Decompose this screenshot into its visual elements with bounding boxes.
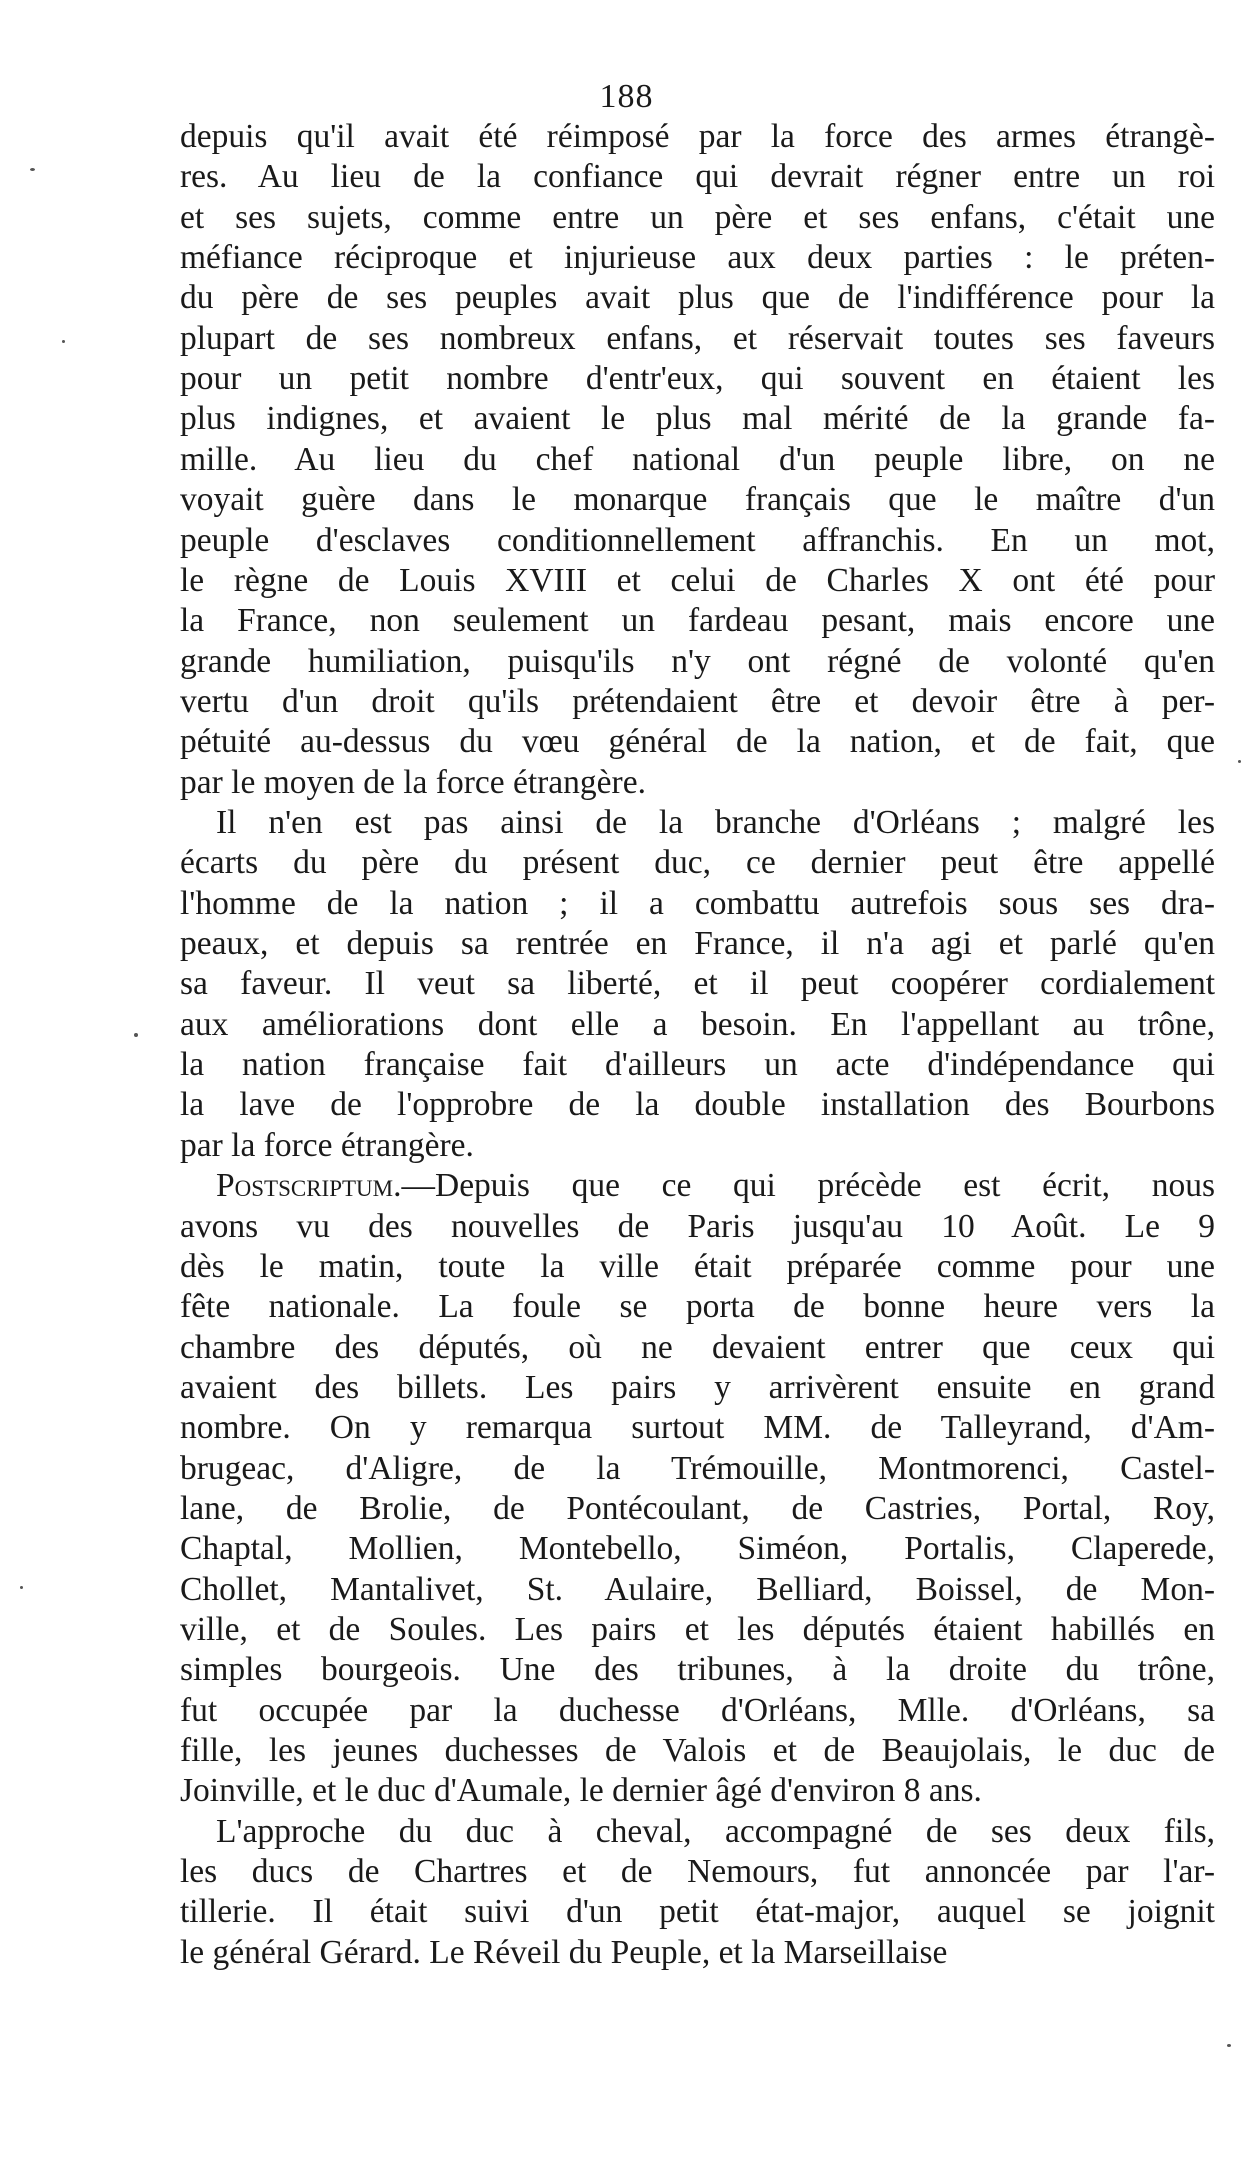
text-line: depuis qu'il avait été réimposé par la force des armes étrangè-: [180, 118, 1215, 155]
text-line: chambre des députés, où ne devaient entrer que ceux qui: [180, 1328, 1215, 1366]
text-line: nombre. On y remarqua surtout MM. de Talleyrand, d'Am-: [180, 1409, 1215, 1447]
text-line: ville, et de Soules. Les pairs et les députés étaient habillés en: [180, 1611, 1215, 1648]
text-line: lane, de Brolie, de Pontécoulant, de Castries, Portal, Roy,: [180, 1489, 1215, 1527]
text-line: vertu d'un droit qu'ils prétendaient être et devoir être à per-: [180, 682, 1215, 720]
text-line: l'homme de la nation ; il a combattu autrefois sous ses dra-: [180, 884, 1215, 922]
text-line: plus indignes, et avaient le plus mal mérité de la grande fa-: [180, 400, 1215, 438]
text-line: sa faveur. Il veut sa liberté, et il peut coopérer cordialement: [180, 965, 1215, 1003]
text-line: pour un petit nombre d'entr'eux, qui souvent en étaient les: [180, 360, 1215, 398]
text-line: avons vu des nouvelles de Paris jusqu'au 10 Août. Le 9: [180, 1207, 1215, 1245]
text-line: avaient des billets. Les pairs y arrivèrent ensuite en grand: [180, 1368, 1215, 1406]
text-line: par le moyen de la force étrangère.: [180, 763, 646, 801]
text-line: plupart de ses nombreux enfans, et réservait toutes ses faveurs: [180, 319, 1215, 357]
text-line: méfiance réciproque et injurieuse aux deux parties : le préten-: [180, 239, 1215, 277]
text-line: peuple d'esclaves conditionnellement affranchis. En un mot,: [180, 521, 1215, 559]
text-line: peaux, et depuis sa rentrée en France, il n'a agi et parlé qu'en: [180, 925, 1215, 962]
text-line: simples bourgeois. Une des tribunes, à la droite du trône,: [180, 1651, 1215, 1689]
scan-speck: [1227, 2044, 1231, 2047]
page-number: 188: [599, 78, 654, 115]
scan-speck: [1238, 760, 1241, 763]
text-line: les ducs de Chartres et de Nemours, fut annoncée par l'ar-: [180, 1853, 1215, 1890]
text-line: mille. Au lieu du chef national d'un peuple libre, on ne: [180, 440, 1215, 478]
text-line: dès le matin, toute la ville était préparée comme pour une: [180, 1247, 1215, 1285]
scan-speck: [134, 1033, 138, 1037]
text-line: du père de ses peuples avait plus que de l'indifférence pour la: [180, 279, 1215, 317]
scan-speck: [20, 1586, 23, 1589]
text-line: L'approche du duc à cheval, accompagné de ses deux fils,: [216, 1812, 1215, 1850]
text-line: fille, les jeunes duchesses de Valois et de Beaujolais, le duc de: [180, 1732, 1215, 1769]
text-line: la France, non seulement un fardeau pesant, mais encore une: [180, 602, 1215, 640]
text-line: fête nationale. La foule se porta de bonne heure vers la: [180, 1288, 1215, 1326]
text-line: Joinville, et le duc d'Aumale, le dernier âgé d'environ 8 ans.: [180, 1772, 982, 1810]
text-line: aux améliorations dont elle a besoin. En l'appellant au trône,: [180, 1005, 1215, 1043]
text-line: tillerie. Il était suivi d'un petit état-major, auquel se joignit: [180, 1893, 1215, 1931]
text-line: grande humiliation, puisqu'ils n'y ont régné de volonté qu'en: [180, 642, 1215, 680]
scan-speck: [62, 340, 65, 343]
scan-speck: [30, 168, 35, 171]
text-line: le règne de Louis XVIII et celui de Charles X ont été pour: [180, 561, 1215, 599]
text-line: la nation française fait d'ailleurs un acte d'indépendance qui: [180, 1046, 1215, 1084]
text-line: voyait guère dans le monarque français que le maître d'un: [180, 481, 1215, 519]
text-line: Chaptal, Mollien, Montebello, Siméon, Portalis, Claperede,: [180, 1530, 1215, 1568]
text-line: écarts du père du présent duc, ce dernier peut être appellé: [180, 844, 1215, 882]
text-line: le général Gérard. Le Réveil du Peuple, et la Marseillaise: [180, 1933, 948, 1971]
text-line: res. Au lieu de la confiance qui devrait régner entre un roi: [180, 158, 1215, 196]
text-line: Chollet, Mantalivet, St. Aulaire, Belliard, Boissel, de Mon-: [180, 1570, 1215, 1608]
text-line: et ses sujets, comme entre un père et ses enfans, c'était une: [180, 198, 1215, 236]
text-line: brugeac, d'Aligre, de la Trémouille, Montmorenci, Castel-: [180, 1449, 1215, 1487]
text-line: la lave de l'opprobre de la double installation des Bourbons: [180, 1086, 1215, 1124]
text-line: pétuité au-dessus du vœu général de la nation, et de fait, que: [180, 723, 1215, 761]
text-line: par la force étrangère.: [180, 1126, 474, 1164]
text-line: fut occupée par la duchesse d'Orléans, Mlle. d'Orléans, sa: [180, 1691, 1215, 1729]
text-line: Il n'en est pas ainsi de la branche d'Orléans ; malgré les: [216, 804, 1215, 841]
text-line: Postscriptum.—Depuis que ce qui précède est écrit, nous: [216, 1167, 1215, 1205]
